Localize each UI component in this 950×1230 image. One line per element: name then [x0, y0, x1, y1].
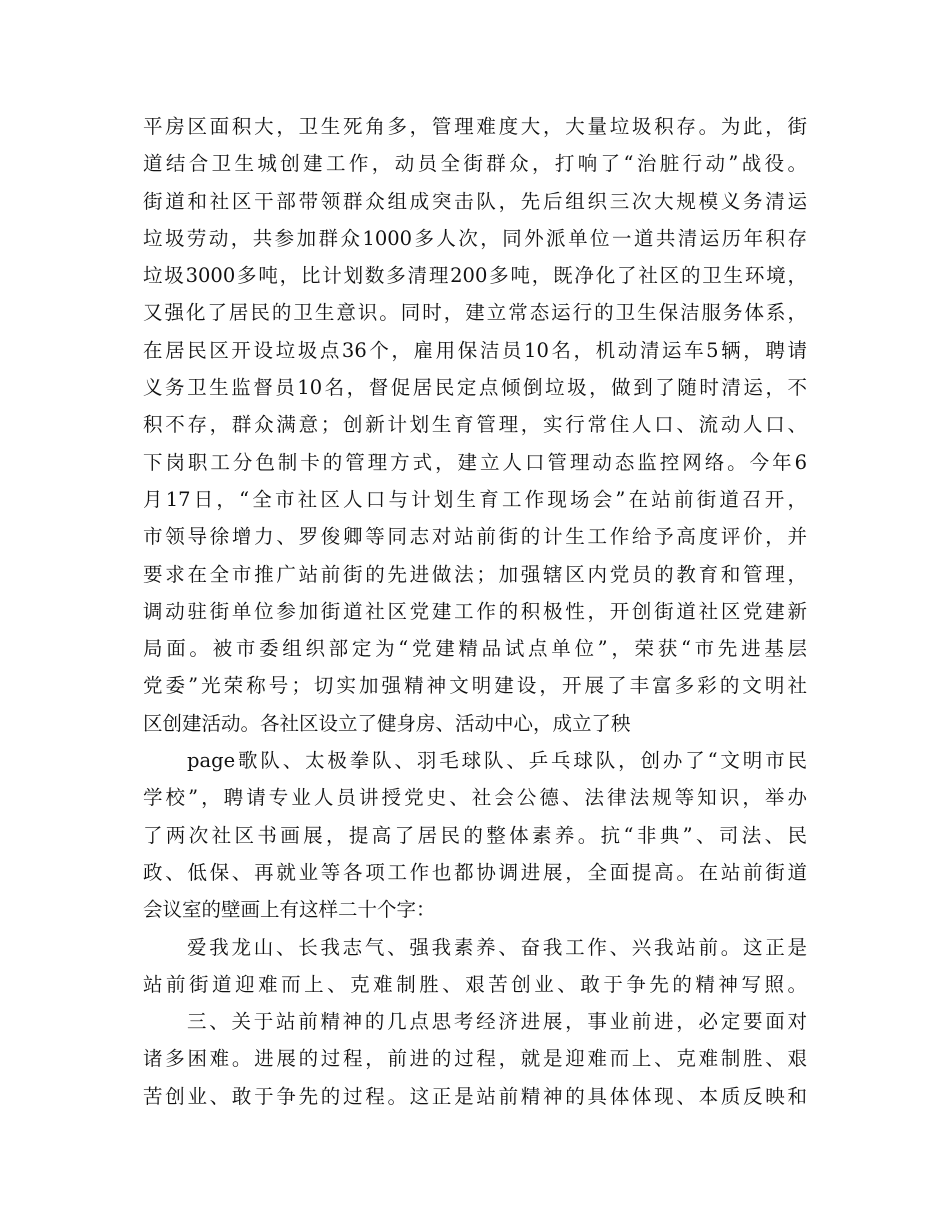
text-line: 了两次社区书画展，提高了居民的整体素养。抗“非典”、司法、民	[143, 823, 807, 847]
text-line: 爱我龙山、长我志气、强我素养、奋我工作、兴我站前。这正是	[187, 935, 807, 959]
text-line: 下岗职工分色制卡的管理方式，建立人口管理动态监控网络。今年6	[143, 450, 807, 474]
text-line: 街道和社区干部带领群众组成突击队，先后组织三次大规模义务清运	[143, 189, 807, 213]
text-line: 市领导徐增力、罗俊卿等同志对站前街的计生工作给予高度评价，并	[143, 525, 807, 549]
text-line: 学校”，聘请专业人员讲授党史、社会公德、法律法规等知识，举办	[143, 786, 807, 810]
document-page	[143, 108, 807, 1115]
text-line: 要求在全市推广站前街的先进做法；加强辖区内党员的教育和管理，	[143, 562, 807, 586]
text-line: 苦创业、敢于争先的过程。这正是站前精神的具体体现、本质反映和	[143, 1084, 807, 1108]
text-line: 站前街道迎难而上、克难制胜、艰苦创业、敢于争先的精神写照。	[143, 972, 807, 996]
text-line: 垃圾3000多吨，比计划数多清理200多吨，既净化了社区的卫生环境，	[143, 264, 807, 288]
text-line: 调动驻街单位参加街道社区党建工作的积极性，开创街道社区党建新	[143, 599, 807, 623]
text-line: 党委”光荣称号；切实加强精神文明建设，开展了丰富多彩的文明社	[143, 674, 807, 698]
paragraph-1	[143, 108, 807, 742]
paragraph-3	[143, 929, 807, 1004]
text-line: 政、低保、再就业等各项工作也都协调进展，全面提高。在站前街道	[143, 860, 807, 884]
text-line: 区创建活动。各社区设立了健身房、活动中心，成立了秧	[143, 711, 631, 735]
text-line: page歌队、太极拳队、羽毛球队、乒乓球队，创办了“文明市民	[187, 749, 807, 773]
text-line: 诸多困难。进展的过程，前进的过程，就是迎难而上、克难制胜、艰	[143, 1047, 807, 1071]
text-line: 在居民区开设垃圾点36个，雇用保洁员10名，机动清运车5辆，聘请	[143, 338, 807, 362]
text-line: 会议室的壁画上有这样二十个字：	[143, 898, 436, 922]
text-line: 垃圾劳动，共参加群众1000多人次，同外派单位一道共清运历年积存	[143, 226, 807, 250]
text-line: 平房区面积大，卫生死角多，管理难度大，大量垃圾积存。为此，街	[143, 115, 807, 138]
text-line: 又强化了居民的卫生意识。同时，建立常态运行的卫生保洁服务体系，	[143, 301, 807, 325]
text-line: 积不存，群众满意；创新计划生育管理，实行常住人口、流动人口、	[143, 413, 807, 437]
paragraph-2	[143, 742, 807, 928]
text-line: 三、关于站前精神的几点思考经济进展，事业前进，必定要面对	[187, 1010, 807, 1034]
text-line: 义务卫生监督员10名，督促居民定点倾倒垃圾，做到了随时清运，不	[143, 376, 807, 400]
text-line: 月17日，“全市社区人口与计划生育工作现场会”在站前街道召开，	[143, 487, 807, 511]
paragraph-4	[143, 1003, 807, 1115]
text-line: 道结合卫生城创建工作，动员全街群众，打响了“治脏行动”战役。	[143, 152, 807, 176]
text-line: 局面。被市委组织部定为“党建精品试点单位”，荣获“市先进基层	[143, 637, 807, 661]
